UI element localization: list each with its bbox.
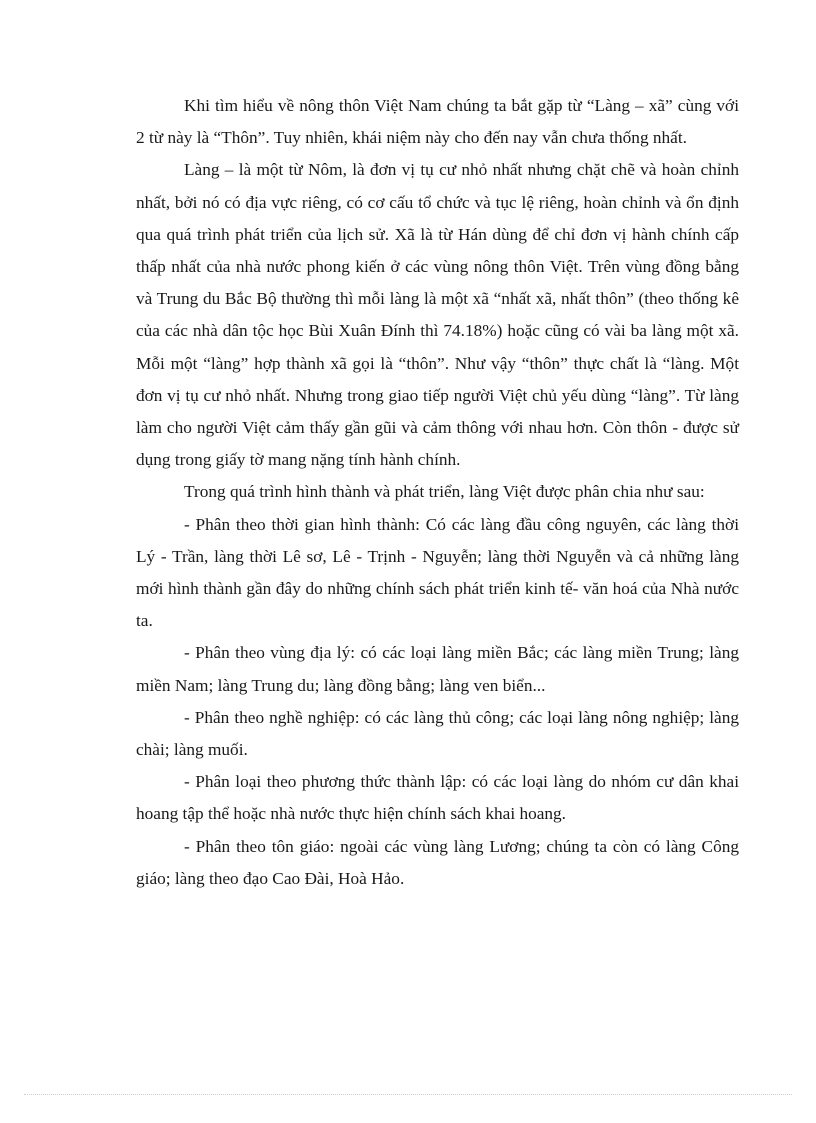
paragraph-lang-definition: Làng – là một từ Nôm, là đơn vị tụ cư nhỏ nhất nhưng chặt chẽ và hoàn chỉnh nhất, bởi nó có địa vực riêng, có cơ cấu tổ chức và tục lệ riêng, hoàn chỉnh và ổn định qua quá trình phát triển của lịch sử. Xã là từ Hán dùng để chỉ đơn vị hành chính cấp thấp nhất của nhà nước phong kiến ở các vùng nông thôn Việt. Trên vùng đồng bằng và Trung du Bắc Bộ thường thì mỗi làng là một xã “nhất xã, nhất thôn” (theo thống kê của các nhà dân tộc học Bùi Xuân Đính thì 74.18%) hoặc cũng có vài ba làng một xã. Mỗi một “làng” hợp thành xã gọi là “thôn”. Như vậy “thôn” thực chất là “làng. Một đơn vị tụ cư nhỏ nhất. Nhưng trong giao tiếp người Việt chủ yếu dùng “làng”. Từ làng làm cho người Việt cảm thấy gần gũi và cảm thông với nhau hơn. Còn thôn - được sử dụng trong giấy tờ mang nặng tính hành chính.	[136, 160, 739, 470]
list-item-by-time: - Phân theo thời gian hình thành: Có các làng đầu công nguyên, các làng thời Lý - Trần, làng thời Lê sơ, Lê - Trịnh - Nguyễn; làng thời Nguyễn và cả những làng mới hình thành gần đây do những chính sách phát triển kinh tế- văn hoá của Nhà nước ta.	[136, 514, 739, 631]
list-item-by-geography: - Phân theo vùng địa lý: có các loại làng miền Bắc; các làng miền Trung; làng miền Nam; làng Trung du; làng đồng bằng; làng ven biển...	[136, 643, 739, 695]
paragraph-intro: Khi tìm hiểu về nông thôn Việt Nam chúng ta bắt gặp từ “Làng – xã” cùng với 2 từ này là “Thôn”. Tuy nhiên, khái niệm này cho đến nay vẫn chưa thống nhất.	[136, 96, 739, 148]
list-item-by-religion: - Phân theo tôn giáo: ngoài các vùng làng Lương; chúng ta còn có làng Công giáo; làng theo đạo Cao Đài, Hoà Hảo.	[136, 836, 739, 888]
footer-divider	[24, 1094, 792, 1095]
document-body	[136, 90, 739, 895]
paragraph-classification-intro: Trong quá trình hình thành và phát triển, làng Việt được phân chia như sau:	[184, 482, 705, 502]
list-item-by-occupation: - Phân theo nghề nghiệp: có các làng thủ công; các loại làng nông nghiệp; làng chài; làng muối.	[136, 707, 739, 760]
list-item-by-establishment: - Phân loại theo phương thức thành lập: có các loại làng do nhóm cư dân khai hoang tập thể hoặc nhà nước thực hiện chính sách khai hoang.	[136, 772, 739, 824]
